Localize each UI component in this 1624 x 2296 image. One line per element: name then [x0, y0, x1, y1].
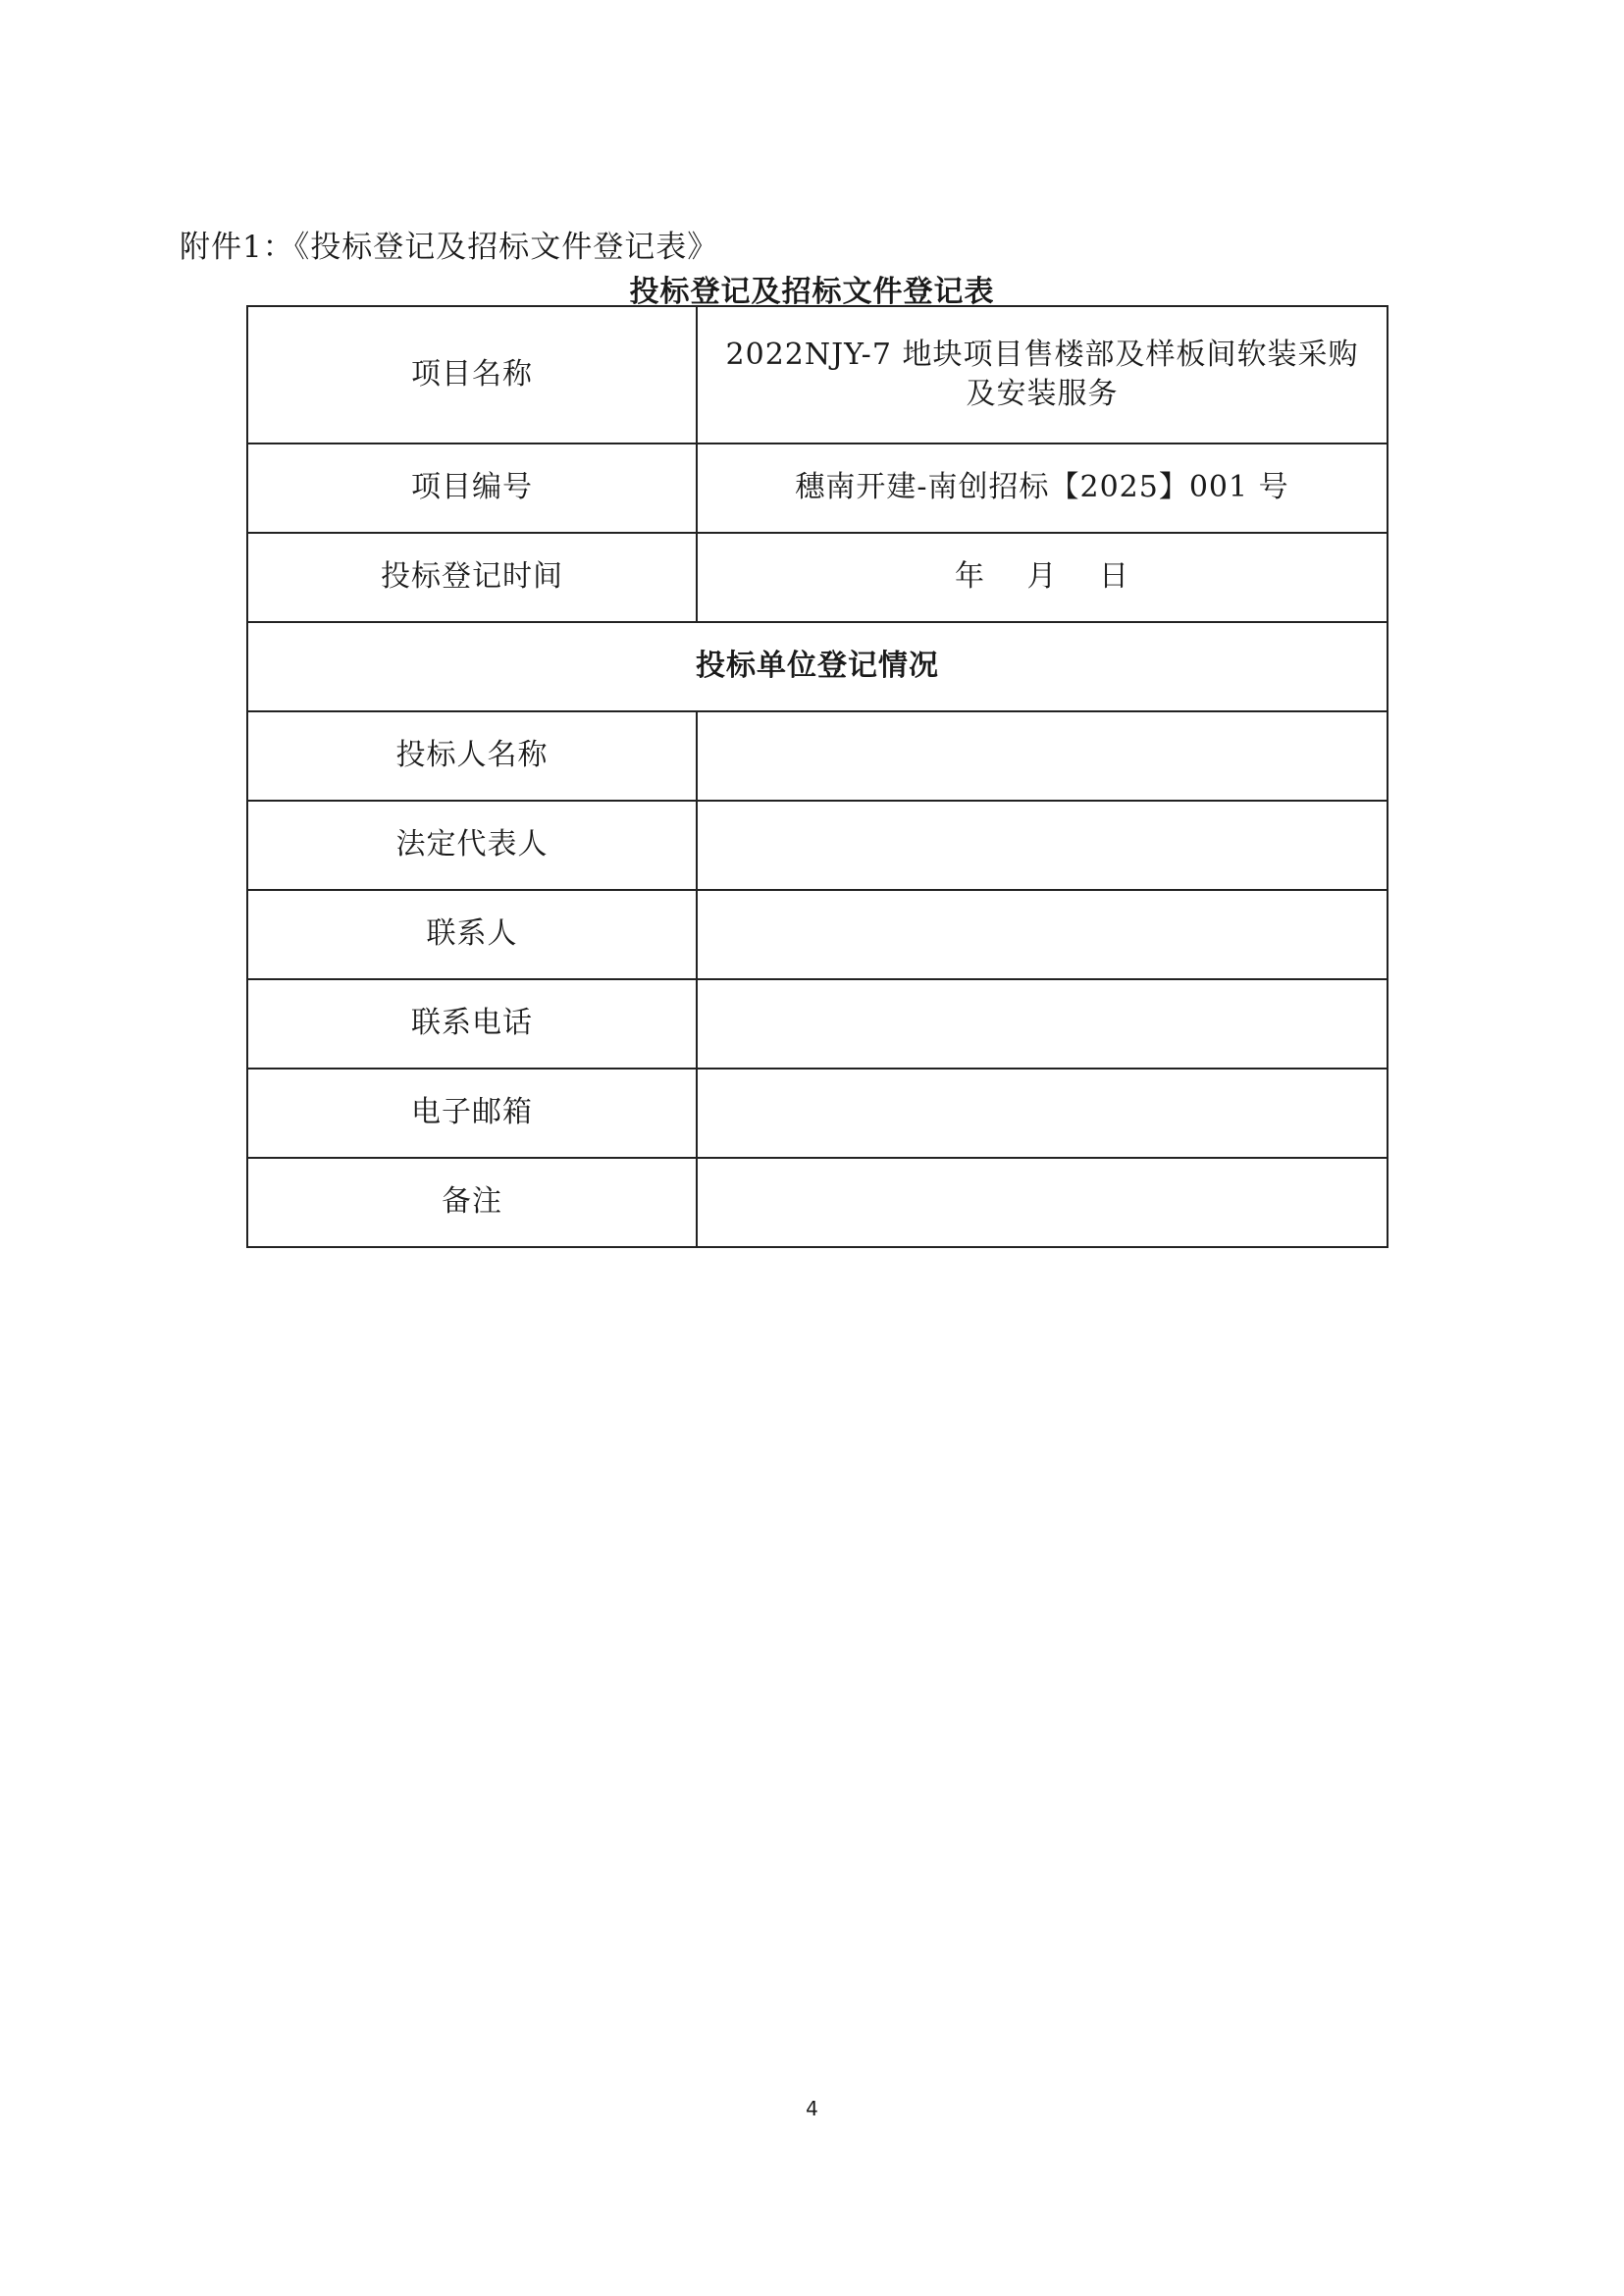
- contact-person-field[interactable]: [697, 890, 1388, 979]
- table-row: [247, 444, 1388, 533]
- project-number-label: 项目编号: [247, 444, 697, 533]
- legal-representative-label: 法定代表人: [247, 801, 697, 890]
- contact-person-label: 联系人: [247, 890, 697, 979]
- section-heading: 投标单位登记情况: [247, 622, 1388, 711]
- date-day-label: 日: [1099, 559, 1130, 595]
- email-label: 电子邮箱: [247, 1069, 697, 1158]
- date-year-label: 年: [954, 559, 985, 595]
- contact-phone-label: 联系电话: [247, 979, 697, 1069]
- table-row: [247, 1069, 1388, 1158]
- document-title: 投标登记及招标文件登记表: [629, 275, 995, 309]
- project-name-value: 2022NJY-7 地块项目售楼部及样板间软装采购及安装服务: [697, 306, 1388, 444]
- table-row: [247, 1158, 1388, 1247]
- contact-phone-field[interactable]: [697, 979, 1388, 1069]
- email-field[interactable]: [697, 1069, 1388, 1158]
- bidder-name-field[interactable]: [697, 711, 1388, 801]
- table-row: [247, 711, 1388, 801]
- legal-representative-field[interactable]: [697, 801, 1388, 890]
- annex-label: 附件1：《投标登记及招标文件登记表》: [180, 230, 719, 265]
- registration-time-field[interactable]: [697, 533, 1388, 622]
- remarks-label: 备注: [247, 1158, 697, 1247]
- table-row: [247, 890, 1388, 979]
- table-row: [247, 306, 1388, 444]
- date-month-label: 月: [1026, 559, 1058, 595]
- remarks-field[interactable]: [697, 1158, 1388, 1247]
- table-row: [247, 533, 1388, 622]
- bidder-name-label: 投标人名称: [247, 711, 697, 801]
- project-name-label: 项目名称: [247, 306, 697, 444]
- table-row: [247, 979, 1388, 1069]
- page-number: 4: [806, 2097, 818, 2120]
- registration-table: [246, 305, 1388, 1248]
- registration-time-label: 投标登记时间: [247, 533, 697, 622]
- table-row: [247, 801, 1388, 890]
- table-row: [247, 622, 1388, 711]
- project-number-value: 穗南开建-南创招标【2025】001 号: [697, 444, 1388, 533]
